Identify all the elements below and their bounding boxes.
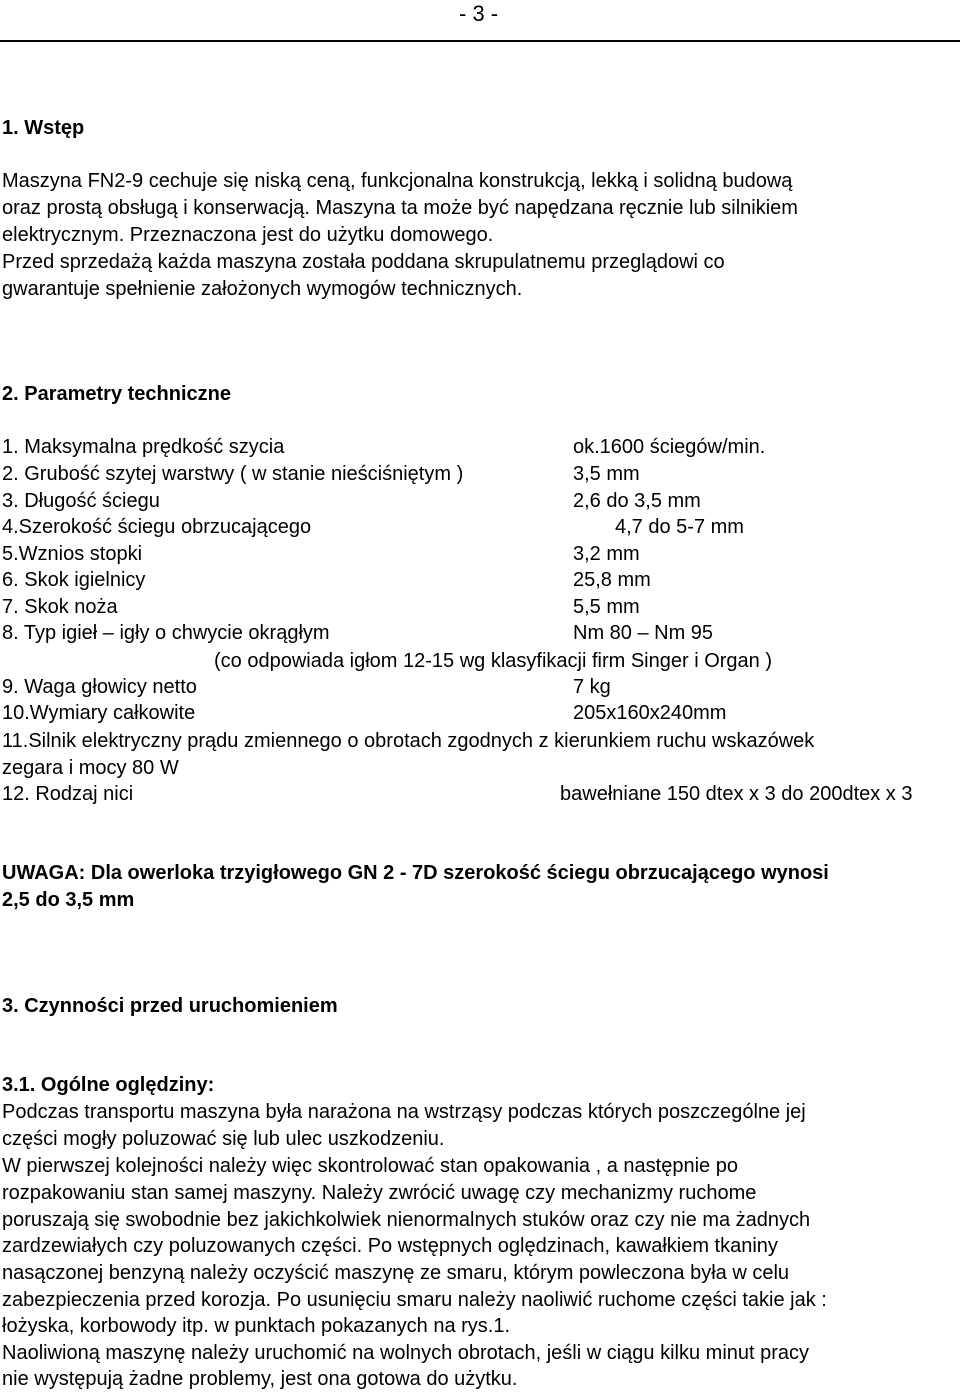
section-3-line: Naoliwioną maszynę należy uruchomić na wolnych obrotach, jeśli w ciągu kilku minut pracy [2,1342,810,1364]
section-3-line: Podczas transportu maszyna była narażona na wstrząsy podczas których poszczególne jej [2,1101,806,1123]
spec-value: 3,5 mm [573,463,640,485]
motor-line: zegara i mocy 80 W [2,757,179,779]
spec-label: 9. Waga głowicy netto [2,676,197,698]
spec-value: 5,5 mm [573,596,640,618]
spec-label: 5.Wznios stopki [2,543,143,565]
section-3-line: części mogły poluzować się lub ulec uszkodzeniu. [2,1128,445,1150]
warning-line: UWAGA: Dla owerloka trzyigłowego GN 2 - 7D szerokość ściegu obrzucającego wynosi [2,862,829,884]
spec-value: 4,7 do 5-7 mm [615,516,744,538]
spec-label: 10.Wymiary całkowite [2,702,196,724]
spec-value: 205x160x240mm [573,702,727,724]
section-3-heading: 3. Czynności przed uruchomieniem [2,995,338,1017]
section-3-line: nie występują żadne problemy, jest ona gotowa do użytku. [2,1368,518,1390]
section-3-line: rozpakowaniu stan samej maszyny. Należy zwrócić uwagę czy mechanizmy ruchome [2,1182,757,1204]
section-3-line: łożyska, korbowody itp. w punktach pokazanych na rys.1. [2,1315,511,1337]
section-1-heading: 1. Wstęp [2,117,85,139]
thread-value: bawełniane 150 dtex x 3 do 200dtex x 3 [560,783,913,805]
section-3-line: zardzewiałych czy poluzowanych części. Po wstępnych oględzinach, kawałkiem tkaniny [2,1235,778,1257]
spec-label: 2. Grubość szytej warstwy ( w stanie nieściśniętym ) [2,463,464,485]
section-3-1-heading: 3.1. Ogólne oględziny: [2,1074,215,1096]
section-3-line: W pierwszej kolejności należy więc skontrolować stan opakowania , a następnie po [2,1155,738,1177]
section-1-line: Maszyna FN2-9 cechuje się niską ceną, funkcjonalna konstrukcją, lekką i solidną budową [2,170,793,192]
spec-label: 6. Skok igielnicy [2,569,146,591]
section-3-line: nasączonej benzyną należy oczyścić maszynę ze smaru, którym powleczona była w celu [2,1262,790,1284]
spec-value: Nm 80 – Nm 95 [573,622,714,644]
thread-label: 12. Rodzaj nici [2,783,134,805]
section-1-line: Przed sprzedażą każda maszyna została poddana skrupulatnemu przeglądowi co [2,251,725,273]
section-3-line: zabezpieczenia przed korozja. Po usunięciu smaru należy naoliwić ruchome części takie jak : [2,1289,827,1311]
section-2-heading: 2. Parametry techniczne [2,383,231,405]
spec-value: 25,8 mm [573,569,651,591]
spec-label: 8. Typ igieł – igły o chwycie okrągłym [2,622,330,644]
motor-line: 11.Silnik elektryczny prądu zmiennego o obrotach zgodnych z kierunkiem ruchu wskazówek [2,730,815,752]
spec-value: 7 kg [573,676,611,698]
page-number: - 3 - [459,1,499,26]
section-1-line: oraz prostą obsługą i konserwacją. Maszyna ta może być napędzana ręcznie lub silnikiem [2,197,798,219]
spec-value: 3,2 mm [573,543,640,565]
spec-value: ok.1600 ściegów/min. [573,436,766,458]
header-rule [0,40,960,42]
section-1-line: elektrycznym. Przeznaczona jest do użytku domowego. [2,224,494,246]
spec-label: 4.Szerokość ściegu obrzucającego [2,516,312,538]
spec-label: 3. Długość ściegu [2,490,160,512]
section-3-line: poruszają się swobodnie bez jakichkolwiek nienormalnych stuków oraz czy nie ma żadnych [2,1209,811,1231]
spec-value: 2,6 do 3,5 mm [573,490,701,512]
spec-label: 1. Maksymalna prędkość szycia [2,436,285,458]
section-1-line: gwarantuje spełnienie założonych wymogów technicznych. [2,278,523,300]
spec-label: 7. Skok noża [2,596,118,618]
warning-line: 2,5 do 3,5 mm [2,889,135,911]
needle-note: (co odpowiada igłom 12-15 wg klasyfikacji firm Singer i Organ ) [214,650,773,672]
